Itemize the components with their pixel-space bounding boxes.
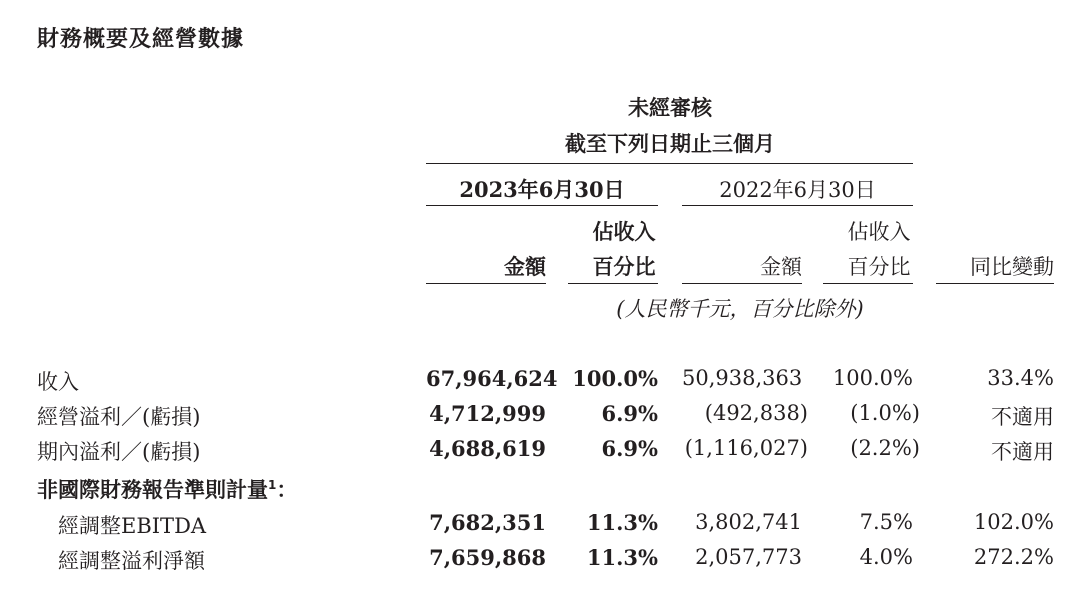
- yoy-rule: [936, 283, 1054, 284]
- prior-pct-cell: (2.2%): [850, 436, 920, 460]
- non-ifrs-colon: ：: [276, 478, 298, 502]
- year-prior: 2022年6月30日: [719, 178, 876, 202]
- row-label: 收入: [37, 370, 79, 394]
- cur-amount-cell: 4,688,619: [429, 436, 546, 461]
- prior-pct-rule: [823, 283, 913, 284]
- cur-pct-rule: [568, 283, 658, 284]
- cur-amount-header: 金額: [504, 254, 546, 279]
- prior-pct-header-2: 百分比: [847, 255, 911, 279]
- prior-pct-cell: 100.0%: [832, 366, 913, 390]
- year-prior-rule: [682, 205, 913, 206]
- cur-amount-cell: 67,964,624: [426, 366, 558, 391]
- prior-pct-cell: (1.0%): [850, 401, 920, 425]
- non-ifrs-heading: [37, 474, 297, 504]
- year-current: 2023年6月30日: [459, 177, 625, 202]
- cur-pct-cell: 11.3%: [586, 545, 658, 570]
- prior-amount-cell: (1,116,027): [684, 436, 808, 460]
- prior-amount-header: 金額: [760, 255, 802, 279]
- yoy-header: 同比變動: [970, 255, 1054, 279]
- unit-note: (人民幣千元，百分比除外): [616, 297, 864, 321]
- footnote-marker: 1: [268, 478, 277, 492]
- row-label: 期內溢利／(虧損): [37, 440, 201, 464]
- cur-pct-cell: 6.9%: [601, 401, 658, 426]
- cur-amount-cell: 7,659,868: [429, 545, 546, 570]
- cur-pct-cell: 6.9%: [601, 436, 658, 461]
- prior-pct-cell: 4.0%: [859, 545, 913, 569]
- prior-amount-rule: [682, 283, 802, 284]
- page-title: 財務概要及經營數據: [37, 27, 245, 52]
- prior-amount-cell: 2,057,773: [695, 545, 802, 569]
- yoy-cell: 33.4%: [987, 366, 1054, 390]
- prior-pct-cell: 7.5%: [859, 510, 913, 534]
- row-label: 經營溢利／(虧損): [37, 405, 201, 429]
- row-label: 經調整EBITDA: [58, 514, 207, 538]
- yoy-cell: 不適用: [991, 440, 1054, 464]
- period-label: 截至下列日期止三個月: [565, 131, 775, 156]
- cur-amount-cell: 4,712,999: [429, 401, 546, 426]
- yoy-cell: 102.0%: [973, 510, 1054, 534]
- unaudited-label: 未經審核: [628, 95, 712, 120]
- row-label: 經調整溢利淨額: [58, 549, 205, 573]
- non-ifrs-label: 非國際財務報告準則計量: [37, 478, 268, 502]
- cur-pct-cell: 100.0%: [572, 366, 658, 391]
- cur-pct-cell: 11.3%: [586, 510, 658, 535]
- prior-amount-cell: 50,938,363: [682, 366, 803, 390]
- prior-pct-header-1: 佔收入: [847, 220, 911, 244]
- year-current-rule: [426, 205, 658, 206]
- prior-amount-cell: 3,802,741: [695, 510, 802, 534]
- prior-amount-cell: (492,838): [704, 401, 808, 425]
- yoy-cell: 不適用: [991, 405, 1054, 429]
- cur-amount-cell: 7,682,351: [429, 510, 546, 535]
- yoy-cell: 272.2%: [973, 545, 1054, 569]
- cur-amount-rule: [426, 283, 546, 284]
- cur-pct-header-2: 百分比: [592, 254, 656, 279]
- cur-pct-header-1: 佔收入: [592, 219, 656, 244]
- header-rule: [426, 163, 913, 164]
